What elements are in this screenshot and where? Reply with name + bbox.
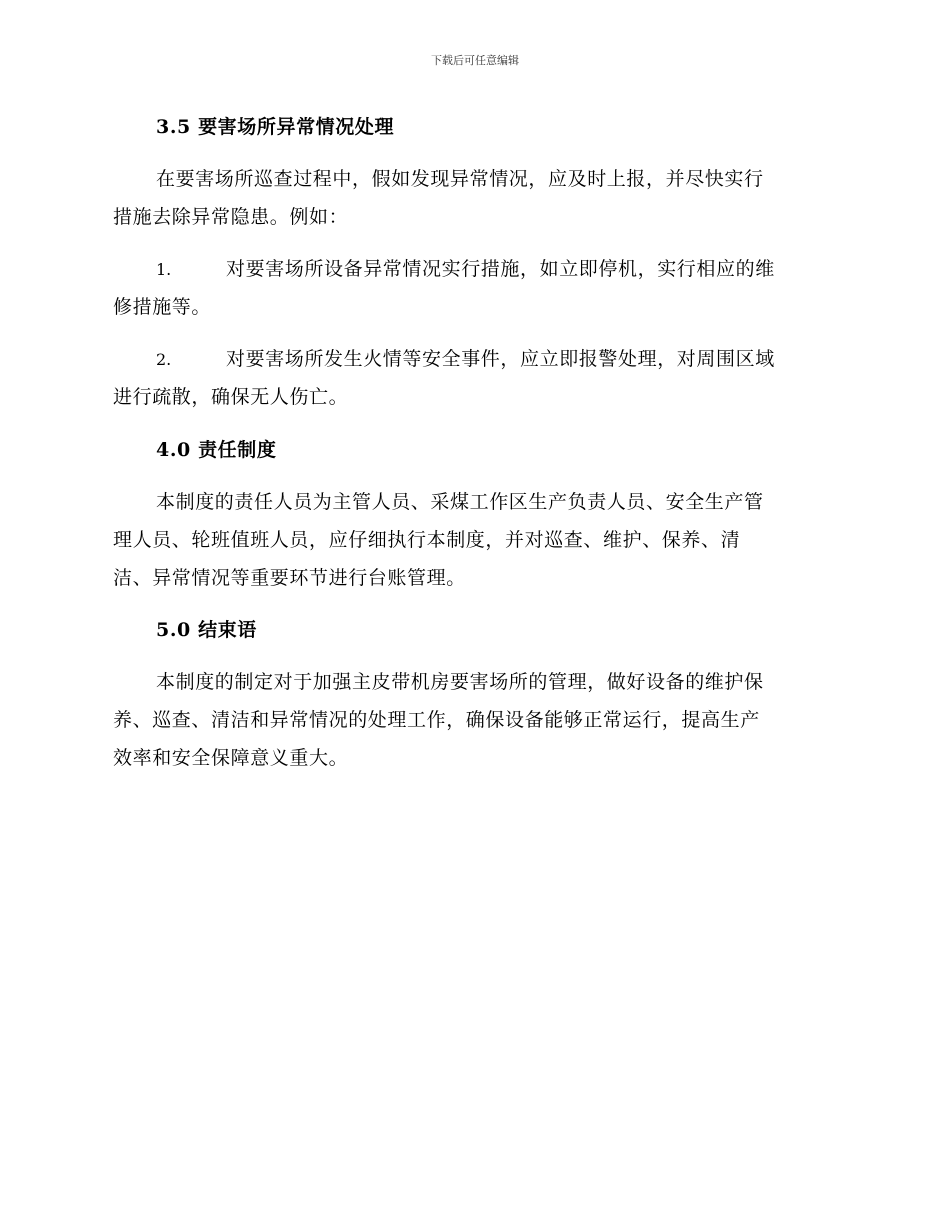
section-heading-4-0: 4.0 责任制度 [156, 439, 277, 461]
paragraph-line: 理人员、轮班值班人员，应仔细执行本制度，并对巡查、维护、保养、清 [113, 529, 741, 551]
list-item-number: 2. [156, 350, 172, 369]
paragraph-line: 措施去除异常隐患。例如： [113, 206, 349, 228]
list-item-first-line [113, 340, 833, 378]
paragraph-line: 本制度的责任人员为主管人员、采煤工作区生产负责人员、安全生产管 [156, 491, 764, 513]
paragraph-line: 洁、异常情况等重要环节进行台账管理。 [113, 567, 466, 589]
list-item-text: 对要害场所设备异常情况实行措施，如立即停机，实行相应的维 [226, 258, 775, 280]
section-3-5-intro-paragraph [113, 160, 833, 236]
section-5-0-paragraph [113, 663, 833, 777]
list-item-text: 对要害场所发生火情等安全事件，应立即报警处理，对周围区域 [226, 348, 775, 370]
list-item-first-line [113, 250, 833, 288]
page-header: 下载后可任意编辑 [431, 54, 519, 67]
paragraph-line: 本制度的制定对于加强主皮带机房要害场所的管理，做好设备的维护保 [156, 671, 764, 693]
section-4-0-paragraph [113, 483, 833, 597]
paragraph-line: 在要害场所巡查过程中，假如发现异常情况，应及时上报，并尽快实行 [156, 168, 764, 190]
list-item-number: 1. [156, 260, 172, 279]
list-item-2 [113, 340, 833, 416]
list-item-continuation-line: 进行疏散，确保无人伤亡。 [113, 386, 349, 408]
paragraph-line: 养、巡查、清洁和异常情况的处理工作，确保设备能够正常运行，提高生产 [113, 709, 760, 731]
section-heading-3-5: 3.5 要害场所异常情况处理 [156, 116, 395, 138]
paragraph-line: 效率和安全保障意义重大。 [113, 747, 349, 769]
section-heading-5-0: 5.0 结束语 [156, 619, 257, 641]
list-item-1 [113, 250, 833, 326]
list-item-continuation-line: 修措施等。 [113, 296, 212, 318]
